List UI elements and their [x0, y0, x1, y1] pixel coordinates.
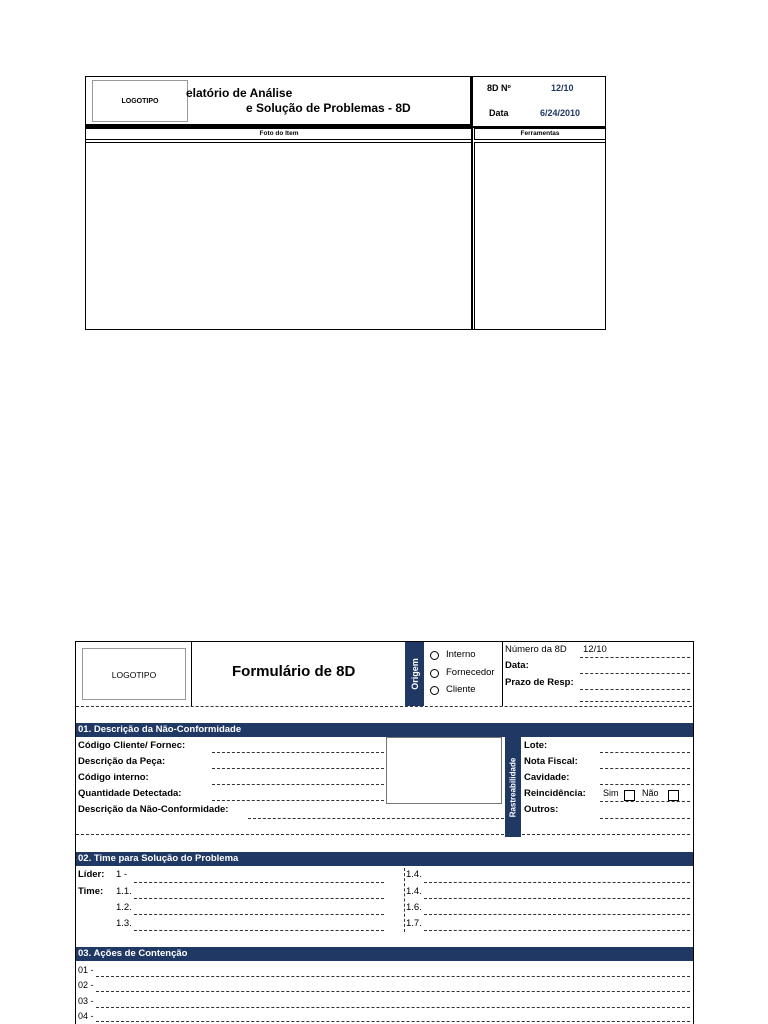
top-number-label: 8D Nº — [487, 83, 511, 93]
deadline-label: Prazo de Resp: — [505, 677, 574, 688]
photo-header: Foto do Item — [259, 130, 299, 137]
top-number-value: 12/10 — [551, 83, 574, 93]
form-logo-label: LOGOTIPO — [111, 670, 157, 680]
top-logo-box — [92, 80, 188, 122]
field-customer-code-label: Código Cliente/ Fornec: — [78, 740, 186, 751]
section-1-header: 01. Descrição da Não-Conformidade — [76, 723, 693, 737]
field-customer-code-line[interactable] — [212, 752, 384, 753]
team-line-1-2[interactable] — [134, 914, 384, 915]
photo-header-cell — [85, 128, 473, 140]
trace-lote-label: Lote: — [524, 740, 548, 751]
containment-item-03: 03 - — [78, 996, 94, 1006]
field-nc-desc-line[interactable] — [248, 818, 504, 819]
vertical-divider — [471, 76, 473, 330]
leader-num: 1 - — [116, 869, 128, 880]
trace-others-line[interactable] — [600, 818, 690, 819]
field-internal-code-line[interactable] — [212, 784, 384, 785]
team-item-1-1: 1.1. — [116, 886, 132, 897]
header-bottom-line — [76, 706, 692, 707]
photo-area — [85, 142, 473, 330]
top-title-line1: elatório de Análise — [186, 86, 293, 100]
header-fields-divider — [502, 642, 503, 706]
team-line-1-3[interactable] — [134, 930, 384, 931]
traceability-label: Rastreabilidade — [508, 757, 518, 817]
origin-radio-fornecedor[interactable] — [430, 669, 439, 678]
trace-others-line-2[interactable] — [522, 834, 690, 835]
trace-cavity-line[interactable] — [600, 784, 690, 785]
team-line-1-6[interactable] — [424, 914, 690, 915]
containment-line-03[interactable] — [96, 1007, 690, 1008]
form-logo-box — [82, 648, 186, 700]
trace-others-label: Outros: — [524, 804, 559, 815]
trace-nf-label: Nota Fiscal: — [524, 756, 578, 767]
deadline-line[interactable] — [580, 689, 690, 690]
number-8d-label: Número da 8D — [505, 644, 567, 655]
field-nc-desc-label: Descrição da Não-Conformidade: — [78, 804, 229, 815]
recurrence-yes-label: Sim — [603, 788, 619, 798]
team-item-1-4b: 1.4. — [406, 886, 422, 897]
containment-line-01[interactable] — [96, 976, 690, 977]
header-line-extra — [580, 701, 690, 702]
trace-nf-line[interactable] — [600, 768, 690, 769]
origin-option-cliente: Cliente — [446, 684, 476, 695]
form-logo-divider — [191, 642, 192, 706]
field-nc-desc-line-2[interactable] — [76, 834, 504, 835]
leader-line[interactable] — [134, 882, 384, 883]
team-item-1-3: 1.3. — [116, 918, 132, 929]
recurrence-no-clip — [642, 788, 666, 800]
top-date-value: 6/24/2010 — [540, 108, 581, 118]
recurrence-yes-checkbox[interactable] — [624, 790, 635, 801]
containment-item-04: 04 - — [78, 1011, 94, 1021]
containment-item-01: 01 - — [78, 965, 94, 975]
team-right-divider — [404, 868, 405, 932]
trace-recurrence-line — [600, 801, 690, 802]
field-internal-code-label: Código interno: — [78, 772, 149, 783]
date-label: Data: — [505, 660, 529, 671]
trace-lote-line[interactable] — [600, 752, 690, 753]
field-part-desc-line[interactable] — [212, 768, 384, 769]
containment-line-04[interactable] — [96, 1021, 690, 1022]
recurrence-no-checkbox[interactable] — [668, 790, 679, 801]
origin-option-fornecedor: Fornecedor — [446, 667, 495, 678]
origin-radio-interno[interactable] — [430, 651, 439, 660]
trace-cavity-label: Cavidade: — [524, 772, 570, 783]
tools-header: Ferramentas — [520, 130, 560, 137]
date-line[interactable] — [580, 673, 690, 674]
top-date-label: Data — [489, 108, 509, 118]
tools-header-cell — [474, 128, 606, 140]
team-item-1-2: 1.2. — [116, 902, 132, 913]
team-item-1-4a: 1.4. — [406, 869, 422, 880]
field-part-desc-label: Descrição da Peça: — [78, 756, 166, 767]
team-line-1-4b[interactable] — [424, 898, 690, 899]
number-8d-value: 12/10 — [583, 644, 607, 655]
team-line-1-4a[interactable] — [424, 882, 690, 883]
section-2-header: 02. Time para Solução do Problema — [76, 852, 693, 866]
top-title-line2: e Solução de Problemas - 8D — [246, 101, 411, 115]
recurrence-no-label: Não — [642, 788, 659, 798]
section-3-header: 03. Ações de Contenção — [76, 947, 693, 961]
traceability-band — [505, 737, 521, 837]
field-quantity-line[interactable] — [212, 800, 384, 801]
team-line-1-1[interactable] — [134, 898, 384, 899]
leader-label: Líder: — [78, 869, 105, 880]
section-1-image-box — [386, 737, 502, 804]
tools-area — [474, 142, 606, 330]
top-logo-label: LOGOTIPO — [121, 98, 159, 105]
origin-label: Origem — [409, 658, 420, 690]
field-quantity-label: Quantidade Detectada: — [78, 788, 182, 799]
origin-band — [405, 642, 424, 706]
team-line-1-7[interactable] — [424, 930, 690, 931]
containment-line-02[interactable] — [96, 991, 690, 992]
origin-option-interno: Interno — [446, 649, 476, 660]
form-title: Formulário de 8D — [232, 663, 356, 680]
team-item-1-7: 1.7. — [406, 918, 422, 929]
team-label: Time: — [78, 886, 104, 897]
number-8d-line — [580, 657, 690, 658]
team-item-1-6: 1.6. — [406, 902, 422, 913]
trace-recurrence-label: Reincidência: — [524, 788, 586, 799]
origin-radio-cliente[interactable] — [430, 686, 439, 695]
containment-item-02: 02 - — [78, 980, 94, 990]
